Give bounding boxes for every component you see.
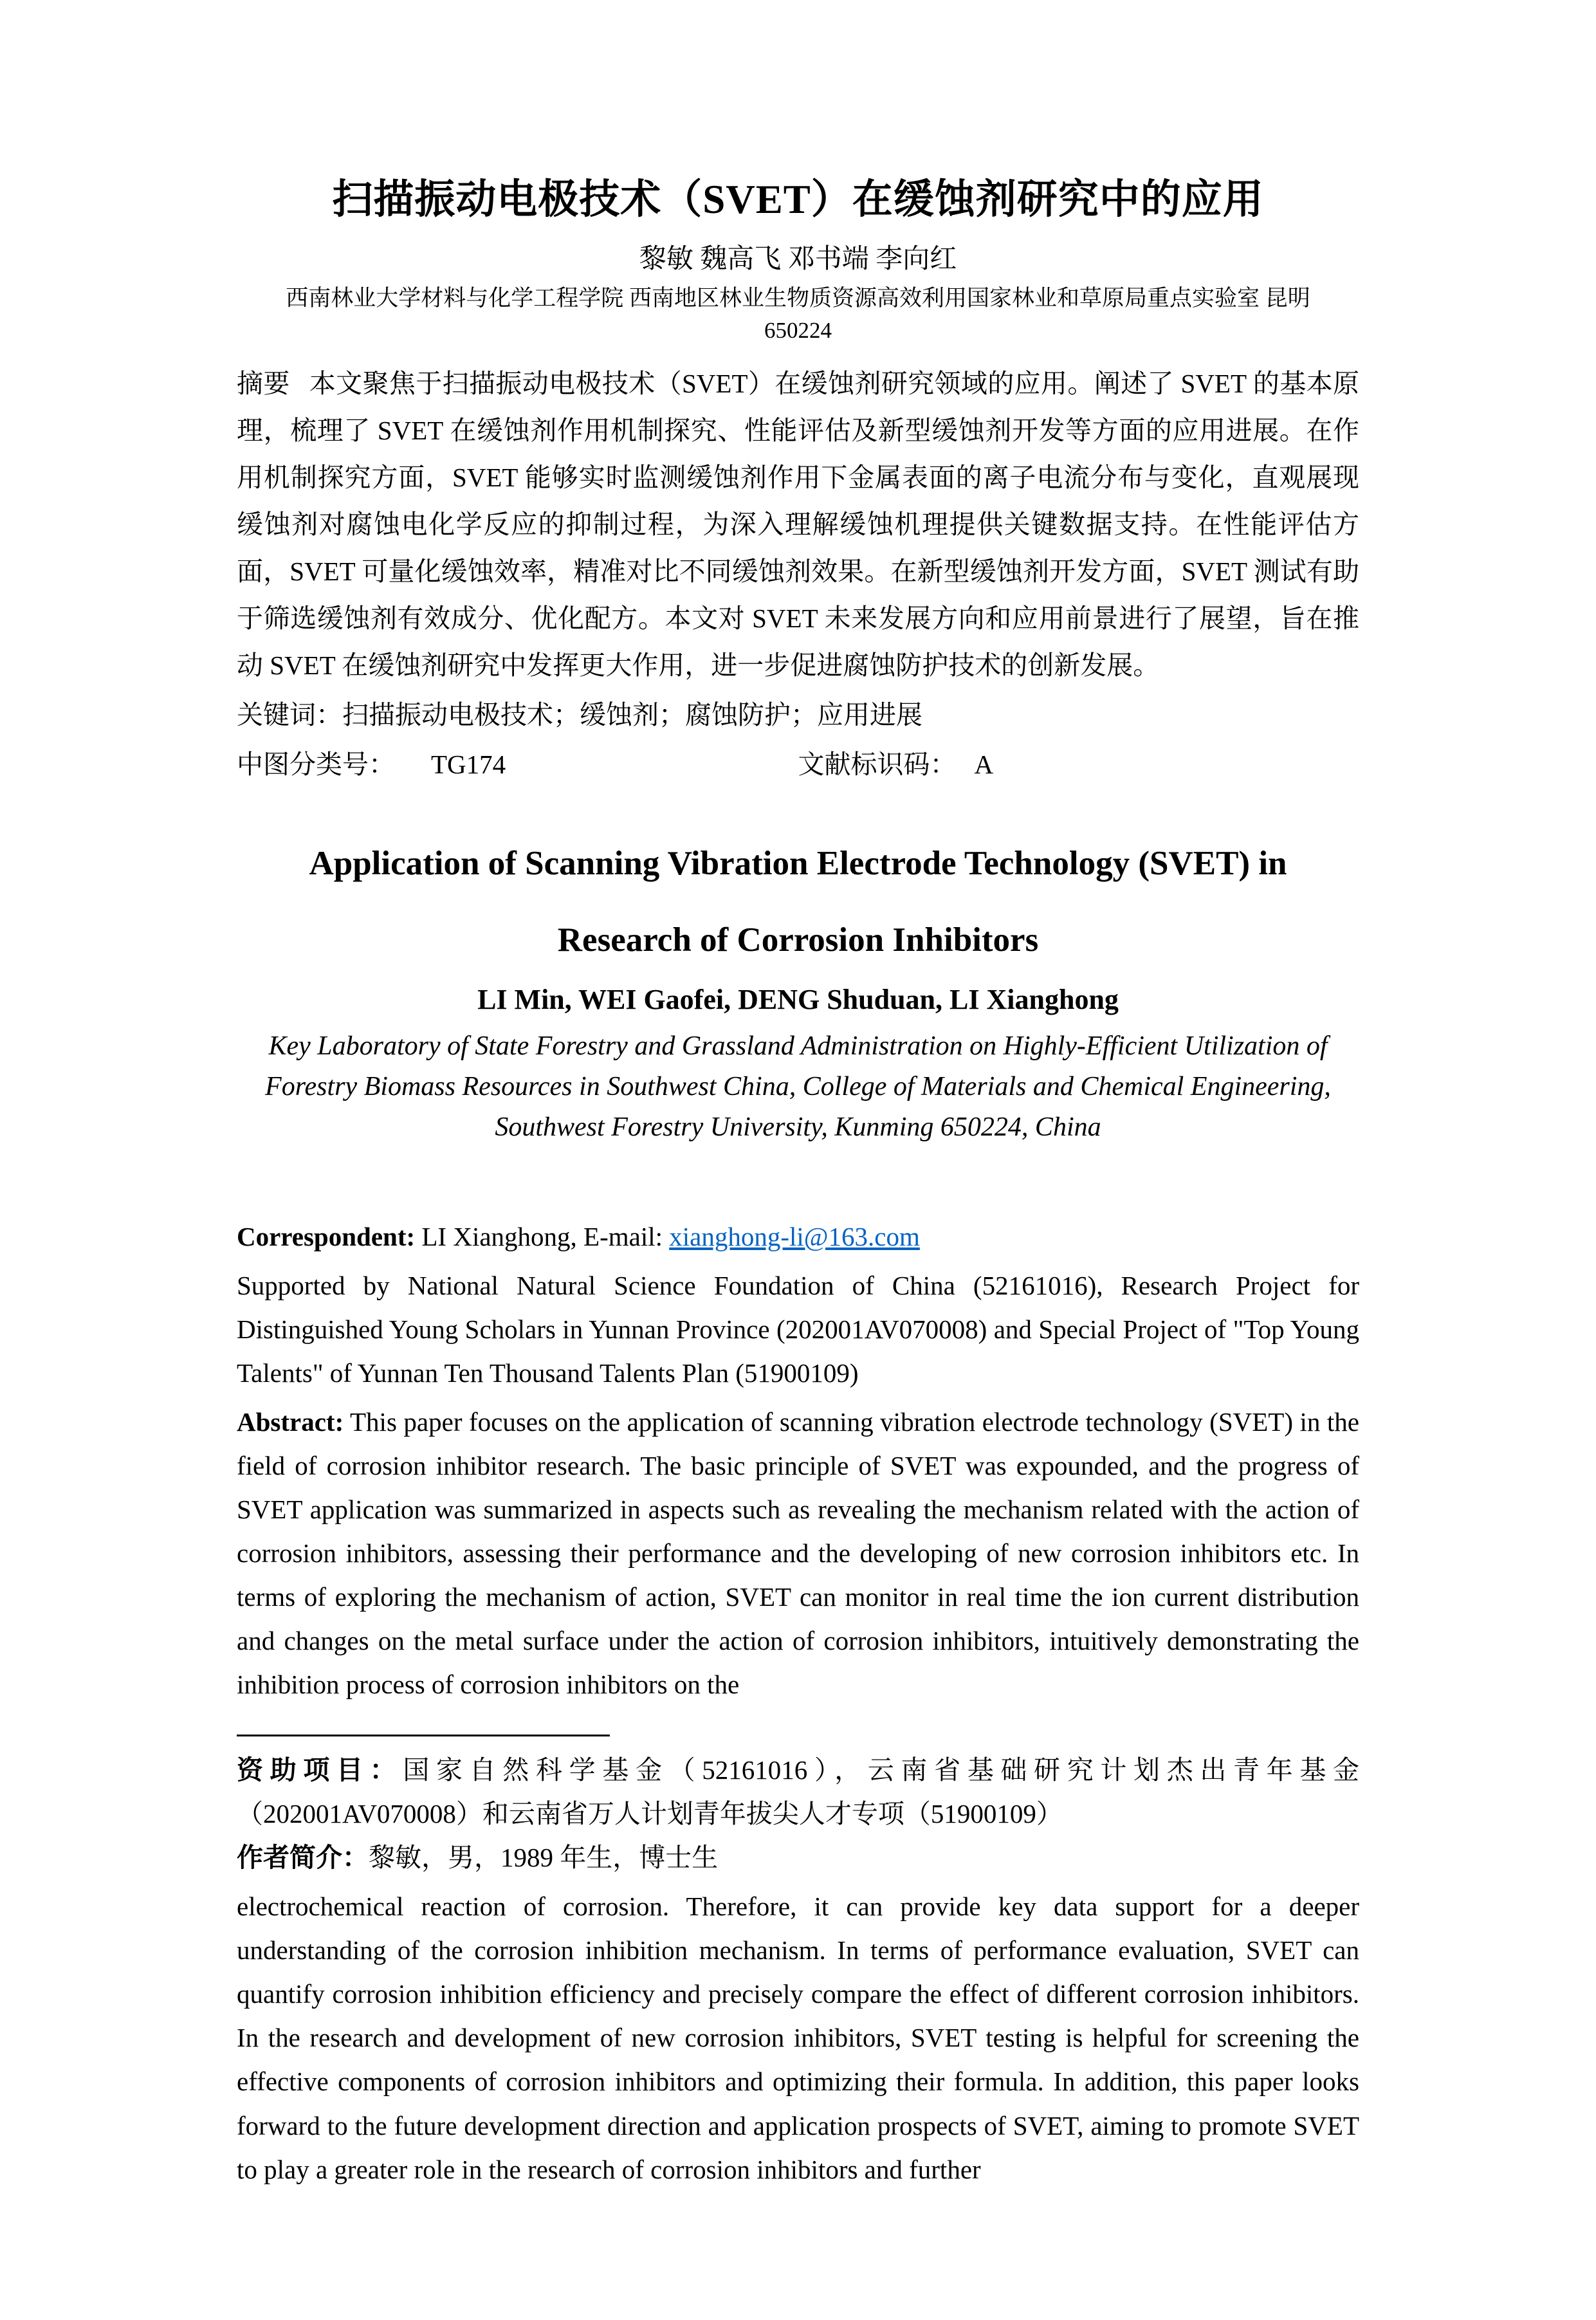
authors-zh: 黎敏 魏高飞 邓书端 李向红 [639,244,957,275]
paper-title-en-line1: Application of Scanning Vibration Electrode Technology (SVET) in [309,845,1287,883]
footnote-separator [237,1735,610,1736]
author-bio-label: 作者简介： [237,1843,369,1873]
abstract-zh-text: 本文聚焦于扫描振动电极技术（SVET）在缓蚀剂研究领域的应用。阐述了 SVET 的基本原理，梳理了 SVET 在缓蚀剂作用机制探究、性能评估及新型缓蚀剂开发等方面的应用进展。在作用机制探究方面，SVET 能够实时监测缓蚀剂作用下金属表面的离子电流分布与变化，直观展现缓蚀剂对腐蚀电化学反应的抑制过程，为深入理解缓蚀机理提供关键数据支持。在性能评估方面，SVET 可量化缓蚀效率，精准对比不同缓蚀剂效果。在新型缓蚀剂开发方面，SVET 测试有助于筛选缓蚀剂有效成分、优化配方。本文对 SVET 未来发展方向和应用前景进行了展望，旨在推动 SVET 在缓蚀剂研究中发挥更大作用，进一步促进腐蚀防护技术的创新发展。 [237,369,1359,681]
doc-code-value: A [974,750,994,780]
abstract-en-text: This paper focuses on the application of scanning vibration electrode technology (SVET) in the field of corrosion inhibitor research. The basic principle of SVET was expounded, and the progress of SVET application was summarized in aspects such as revealing the mechanism related with the action of corrosion inhibitors, assessing their performance and the developing of new corrosion inhibitors etc. In terms of exploring the mechanism of action, SVET can monitor in real time the ion current distribution and changes on the metal surface under the action of corrosion inhibitors, intuitively demonstrating the inhibition process of corrosion inhibitors on the [237,1406,1359,1700]
abstract-zh [237,360,1359,689]
correspondent-line [237,1215,1359,1258]
affiliation-zh-postcode: 650224 [764,317,832,343]
author-bio-footnote [237,1836,1359,1879]
email-link[interactable]: xianghong-li@163.com [669,1221,920,1251]
funding-text: 国家自然科学基金（52161016），云南省基础研究计划杰出青年基金（202001AV070008）和云南省万人计划青年拔尖人才专项（51900109） [237,1755,1360,1829]
supported-by: Supported by National Natural Science Foundation of China (52161016), Research Project for Distinguished Young Scholars in Yunnan Province (202001AV070008) and Special Project of "Top Young Talents" of Yunnan Ten Thousand Talents Plan (51900109) [237,1270,1359,1388]
keywords-zh: 关键词：扫描振动电极技术；缓蚀剂；腐蚀防护；应用进展 [237,700,922,730]
classification-row [237,741,1359,788]
doc-code-group [798,741,994,788]
authors-en: LI Min, WEI Gaofei, DENG Shuduan, LI Xianghong [477,983,1119,1015]
paper-title-en-line2: Research of Corrosion Inhibitors [557,921,1039,959]
abstract-en-label: Abstract: [237,1406,344,1437]
funding-label: 资助项目： [237,1755,403,1785]
paper-title-en [237,825,1359,979]
affiliation-zh-line1: 西南林业大学材料与化学工程学院 西南地区林业生物质资源高效利用国家林业和草原局重点实验室 昆明 [286,286,1310,311]
funding-footnote [237,1748,1359,1836]
correspondent-text: LI Xianghong, E-mail: [415,1221,670,1251]
paper-title-zh: 扫描振动电极技术（SVET）在缓蚀剂研究中的应用 [332,177,1264,222]
clc-label: 中图分类号： [237,750,395,780]
clc-group [237,741,798,788]
abstract-en [237,1400,1359,1706]
correspondent-label: Correspondent: [237,1221,416,1251]
clc-value: TG174 [431,750,506,780]
doc-code-label: 文献标识码： [798,750,957,780]
author-bio-text: 黎敏，男，1989 年生，博士生 [369,1843,719,1873]
affiliation-zh [237,282,1359,346]
abstract-en-continuation: electrochemical reaction of corrosion. Therefore, it can provide key data support for a deeper understanding of the corrosion inhibition mechanism. In terms of performance evaluation, SVET can quantify corrosion inhibition efficiency and precisely compare the effect of different corrosion inhibitors. In the research and development of new corrosion inhibitors, SVET testing is helpful for screening the effective components of corrosion inhibitors and optimizing their formula. In addition, this paper looks forward to the future development direction and application prospects of SVET, aiming to promote SVET to play a greater role in the research of corrosion inhibitors and further [237,1892,1359,2184]
abstract-zh-label: 摘要 [237,369,290,399]
affiliation-en: Key Laboratory of State Forestry and Grassland Administration on Highly-Efficient Utilization of Forestry Biomass Resources in Southwest China, College of Materials and Chemical Engineering, Southwest Forestry University, Kunming 650224, China [265,1031,1331,1142]
